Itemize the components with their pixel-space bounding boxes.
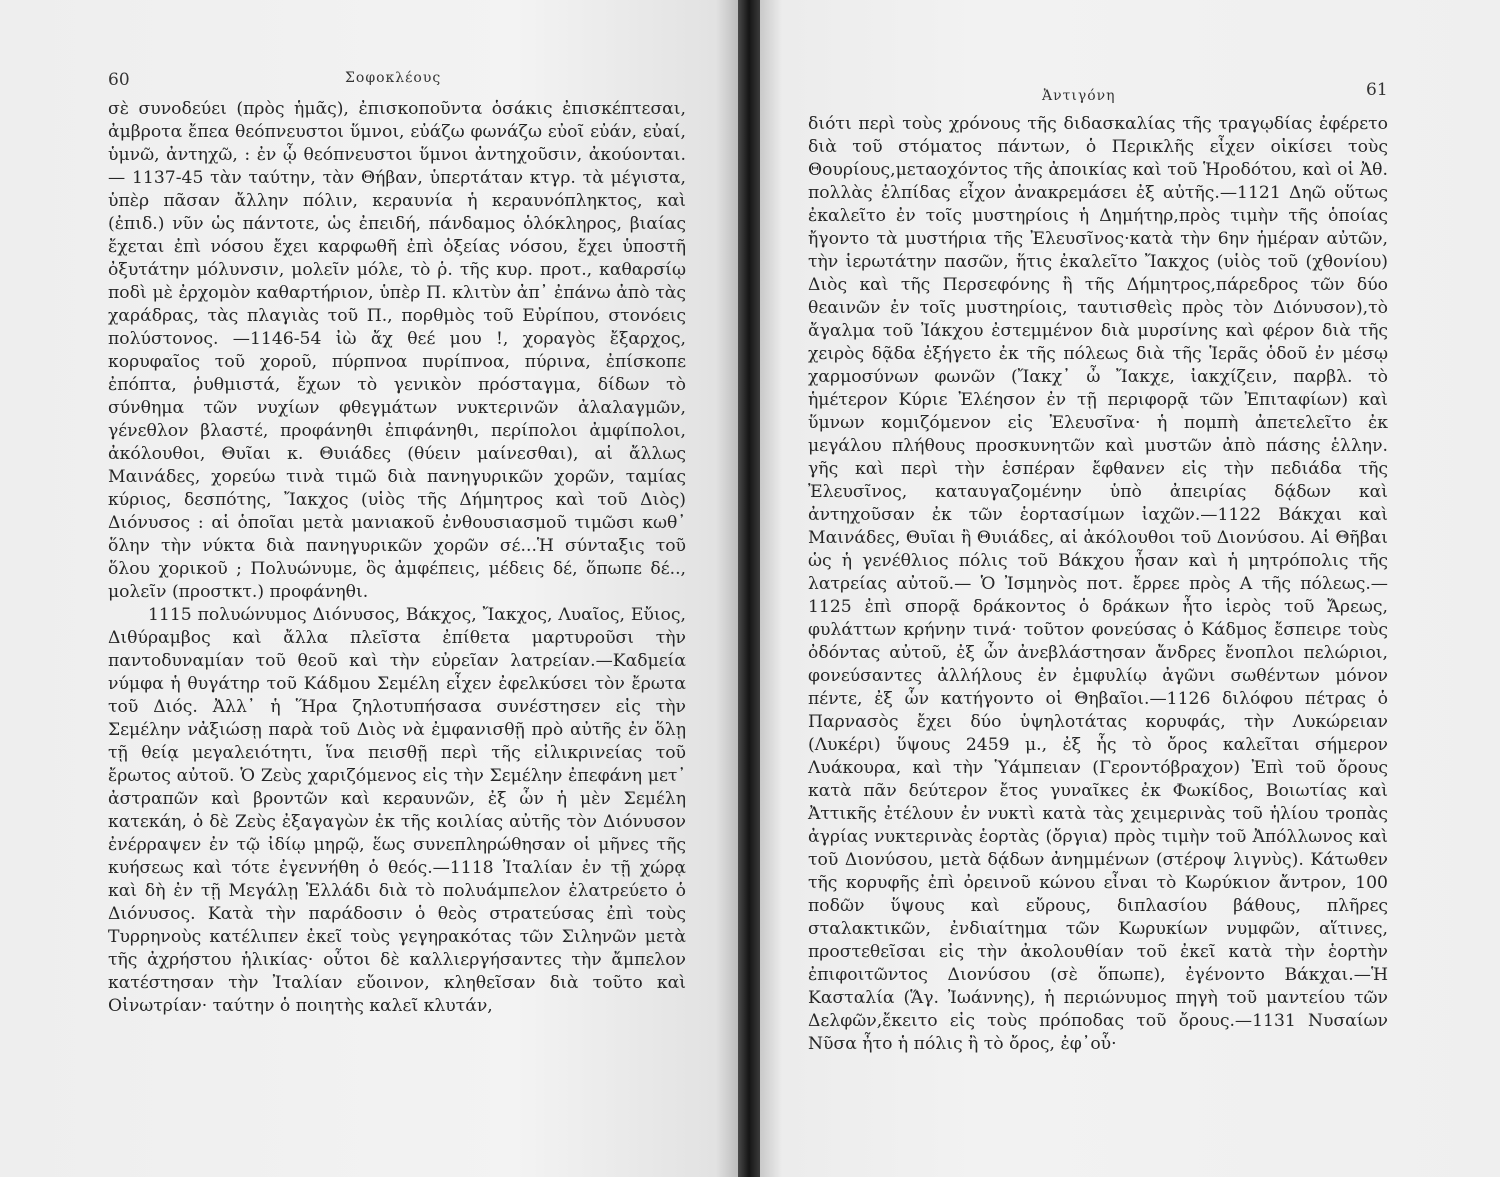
- page-body: [108, 98, 686, 1018]
- book-gutter: [738, 0, 760, 1177]
- paragraph: σὲ συνοδεύει (πρὸς ἡμᾶς), ἐπισκοποῦντα ὁσάκις ἐπισκέπτεσαι, ἀμβροτα ἔπεα θεόπνευστοι ὕμνοι, εὐάζω φωνάζω εὐοῖ εὐάν, εὐαί, ὑμνῶ, ἀντηχῶ, : ἐν ᾧ θεόπνευστοι ὕμνοι ἀντηχοῦσιν, ἀκούονται.— 1137-45 τὰν ταύτην, τὰν Θήβαν, ὑπερτάταν κτγρ. τὰ μέγιστα, ὑπὲρ πᾶσαν ἄλλην πόλιν, κεραυνία ἡ κεραυνόπληκτος, καὶ (ἐπιδ.) νῦν ὡς πάντοτε, ὡς ἐπειδή, πάνδαμος ὁλόκληρος, βιαίας ἔχεται ἐπὶ νόσου ἔχει καρφωθῆ ἐπὶ ὀξείας νόσου, ἔχει ὑποστῆ ὀξυτάτην μόλυνσιν, μολεῖν μόλε, τὸ ῥ. τῆς κυρ. προτ., καθαρσίῳ ποδὶ μὲ ἐρχομὸν καθαρτήριον, ὑπὲρ Π. κλιτὺν ἀπ᾽ ἐπάνω ἀπὸ τὰς χαράδρας, τὰς πλαγιὰς τοῦ Π., πορθμὸς τοῦ Εὐρίπου, στονόεις πολύστονος. —1146-54 ἰὼ ἄχ θεέ μου !, χοραγὸς ἔξαρχος, κορυφαῖος τοῦ χοροῦ, πύρπνοα πυρίπνοα, πύρινα, ἐπίσκοπε ἐπόπτα, ῥυθμιστά, ἔχων τὸ γενικὸν πρόσταγμα, δίδων τὸ σύνθημα τῶν νυχίων φθεγμάτων νυκτερινῶν ἀλαλαγμῶν, γένεθλον βλαστέ, προφάνηθι ἐπιφάνηθι, περίπολοι ἀμφίπολοι, ἀκόλουθοι, Θυῖαι κ. Θυιάδες (θύειν μαίνεσθαι), αἱ ἄλλως Μαινάδες, χορεύω τινὰ τιμῶ διὰ πανηγυρικῶν χορῶν, ταμίας κύριος, δεσπότης, Ἴακχος (υἱὸς τῆς Δήμητρος καὶ τοῦ Διὸς) Διόνυσος : αἱ ὁποῖαι μετὰ μανιακοῦ ἐνθουσιασμοῦ τιμῶσι κωθ᾽ ὅλην τὴν νύκτα διὰ πανηγυρικῶν χορῶν σέ...Ἡ σύνταξις τοῦ ὅλου χορικοῦ ; Πολυώνυμε, ὃς ἀμφέπεις, μέδεις δέ, ὅπωπε δέ.., μολεῖν (προστκτ.) προφάνηθι.: [108, 99, 686, 602]
- page-body: [808, 113, 1388, 1056]
- paragraph: διότι περὶ τοὺς χρόνους τῆς διδασκαλίας τῆς τραγῳδίας ἐφέρετο διὰ τοῦ στόματος πάντων, ὁ Περικλῆς εἶχεν οἰκίσει τοὺς Θουρίους,μεταοχόντος τῆς ἀποικίας καὶ τοῦ Ἡροδότου, καὶ οἱ Ἀθ. πολλὰς ἐλπίδας εἶχον ἀνακρεμάσει ἐξ αὐτῆς.—1121 Δηῶ οὕτως ἐκαλεῖτο ἐν τοῖς μυστηρίοις ἡ Δημήτηρ,πρὸς τιμὴν τῆς ὁποίας ἤγοντο τὰ μυστήρια τῆς Ἐλευσῖνος·κατὰ τὴν 6ην ἡμέραν αὐτῶν, τὴν ἱερωτάτην πασῶν, ἥτις ἐκαλεῖτο Ἴακχος (υἱὸς τοῦ (χθονίου) Διὸς καὶ τῆς Περσεφόνης ἢ τῆς Δήμητρος,πάρεδρος τῶν δύο θεαινῶν ἐν τοῖς μυστηρίοις, ταυτισθεὶς πρὸς τὸν Διόνυσον),τὸ ἄγαλμα τοῦ Ἰάκχου ἐστεμμένον διὰ μυρσίνης καὶ φέρον διὰ τῆς χειρὸς δᾷδα ἐξήγετο ἐκ τῆς πόλεως διὰ τῆς Ἱερᾶς ὁδοῦ ἐν μέσῳ χαρμοσύνων φωνῶν (Ἴακχ᾽ ὦ Ἴακχε, ἰακχίζειν, παρβλ. τὸ ἡμέτερον Κύριε Ἐλέησον ἐν τῇ περιφορᾷ τῶν Ἐπιταφίων) καὶ ὕμνων κομιζόμενον εἰς Ἐλευσῖνα· ἡ πομπὴ ἀπετελεῖτο ἐκ μεγάλου πλήθους προσκυνητῶν καὶ μυστῶν ἀπὸ πάσης ἑλλην. γῆς καὶ περὶ τὴν ἑσπέραν ἔφθανεν εἰς τὴν πεδιάδα τῆς Ἐλευσῖνος, καταυγαζομένην ὑπὸ ἀπειρίας δᾴδων καὶ ἀντηχοῦσαν ἐκ τῶν ἑορτασίμων ἰαχῶν.—1122 Βάκχαι καὶ Μαινάδες, Θυῖαι ἢ Θυιάδες, αἱ ἀκόλουθοι τοῦ Διονύσου. Αἱ Θῆβαι ὡς ἡ γενέθλιος πόλις τοῦ Βάκχου ἦσαν καὶ ἡ μητρόπολις τῆς λατρείας αὐτοῦ.— Ὁ Ἰσμηνὸς ποτ. ἔρρεε πρὸς Α τῆς πόλεως.—1125 ἐπὶ σπορᾷ δράκοντος ὁ δράκων ἦτο ἱερὸς τοῦ Ἄρεως, φυλάττων κρήνην τινά· τοῦτον φονεύσας ὁ Κάδμος ἔσπειρε τοὺς ὀδόντας αὐτοῦ, ἐξ ὧν ἀνεβλάστησαν ἄνδρες ἔνοπλοι πελώριοι, φονεύσαντες ἀλλήλους ἐν ἐμφυλίῳ ἀγῶνι σωθέντων μόνον πέντε, ἐξ ὧν κατήγοντο οἱ Θηβαῖοι.—1126 διλόφου πέτρας ὁ Παρνασὸς ἔχει δύο ὑψηλοτάτας κορυφάς, τὴν Λυκώρειαν (Λυκέρι) ὕψους 2459 μ., ἐξ ἧς τὸ ὄρος καλεῖται σήμερον Λυάκουρα, καὶ τὴν Ὑάμπειαν (Γεροντόβραχον) Ἐπὶ τοῦ ὄρους κατὰ πᾶν δεύτερον ἔτος γυναῖκες ἐκ Φωκίδος, Βοιωτίας καὶ Ἀττικῆς ἐτέλουν ἐν νυκτὶ κατὰ τὰς χειμερινὰς τοῦ ἡλίου τροπὰς ἀγρίας νυκτερινὰς ἑορτὰς (ὄργια) πρὸς τιμὴν τοῦ Ἀπόλλωνος καὶ τοῦ Διονύσου, μετὰ δᾴδων ἀνημμένων (στέροψ λιγνὺς). Κάτωθεν τῆς κορυφῆς ἐπὶ ὀρεινοῦ κώνου εἶναι τὸ Κωρύκιον ἄντρον, 100 ποδῶν ὕψους καὶ εὔρους, διπλασίου βάθους, πλῆρες σταλακτικῶν, ἐνδιαίτημα τῶν Κωρυκίων νυμφῶν, αἵτινες, προστεθεῖσαι εἰς τὴν ἀκολουθίαν τοῦ ἐκεῖ κατὰ τὴν ἑορτὴν ἐπιφοιτῶντος Διονύσου (σὲ ὅπωπε), ἐγένοντο Βάκχαι.—Ἡ Κασταλία (Ἅγ. Ἰωάννης), ἡ περιώνυμος πηγὴ τοῦ μαντείου τῶν Δελφῶν,ἔκειτο εἰς τοὺς πρόποδας τοῦ ὄρους.—1131 Νυσαίων Νῦσα ἦτο ἡ πόλις ἢ τὸ ὄρος, ἐφ᾽οὗ·: [808, 114, 1388, 1054]
- running-head: Ἀντιγόνη: [1042, 88, 1116, 104]
- paragraph: 1115 πολυώνυμος Διόνυσος, Βάκχος, Ἴακχος, Λυαῖος, Εὔιος, Διθύραμβος καὶ ἄλλα πλεῖστα ἐπίθετα μαρτυροῦσι τὴν παντοδυναμίαν τοῦ θεοῦ καὶ τὴν εὐρεῖαν λατρείαν.—Καδμεία νύμφα ἡ θυγάτηρ τοῦ Κάδμου Σεμέλη εἶχεν ἐφελκύσει τὸν ἔρωτα τοῦ Διός. Ἀλλ᾽ ἡ Ἥρα ζηλοτυπήσασα συνέστησεν εἰς τὴν Σεμέλην νἀξιώσῃ παρὰ τοῦ Διὸς νὰ ἐμφανισθῇ πρὸ αὐτῆς ἐν ὅλῃ τῇ θείᾳ μεγαλειότητι, ἵνα πεισθῇ περὶ τῆς εἰλικρινείας τοῦ ἔρωτος αὐτοῦ. Ὁ Ζεὺς χαριζόμενος εἰς τὴν Σεμέλην ἐπεφάνη μετ᾽ ἀστραπῶν καὶ βροντῶν καὶ κεραυνῶν, ἐξ ὧν ἡ μὲν Σεμέλη κατεκάη, ὁ δὲ Ζεὺς ἐξαγαγὼν ἐκ τῆς κοιλίας αὐτῆς τὸν Διόνυσον ἐνέρραψεν ἐν τῷ ἰδίῳ μηρῷ, ἕως συνεπληρώθησαν οἱ μῆνες τῆς κυήσεως καὶ τότε ἐγεννήθη ὁ θεός.—1118 Ἰταλίαν ἐν τῇ χώρᾳ καὶ δὴ ἐν τῇ Μεγάλῃ Ἑλλάδι διὰ τὸ πολυάμπελον ἐλατρεύετο ὁ Διόνυσος. Κατὰ τὴν παράδοσιν ὁ θεὸς στρατεύσας ἐπὶ τοὺς Τυρρηνοὺς κατέλιπεν ἐκεῖ τοὺς γεγηρακότας τῶν Σιληνῶν μετὰ τῆς ἀχρήστου ἡλικίας· οὗτοι δὲ καλλιεργήσαντες τὴν ἄμπελον κατέστησαν τὴν Ἰταλίαν εὔοινον, κληθεῖσαν διὰ τοῦτο καὶ Οἰνωτρίαν· ταύτην ὁ ποιητὴς καλεῖ κλυτάν,: [108, 605, 686, 1016]
- page-number: 60: [108, 70, 130, 90]
- right-page: [760, 0, 1500, 1177]
- left-page: [0, 0, 738, 1177]
- running-head: Σοφοκλέους: [345, 70, 442, 86]
- page-number: 61: [1366, 80, 1388, 100]
